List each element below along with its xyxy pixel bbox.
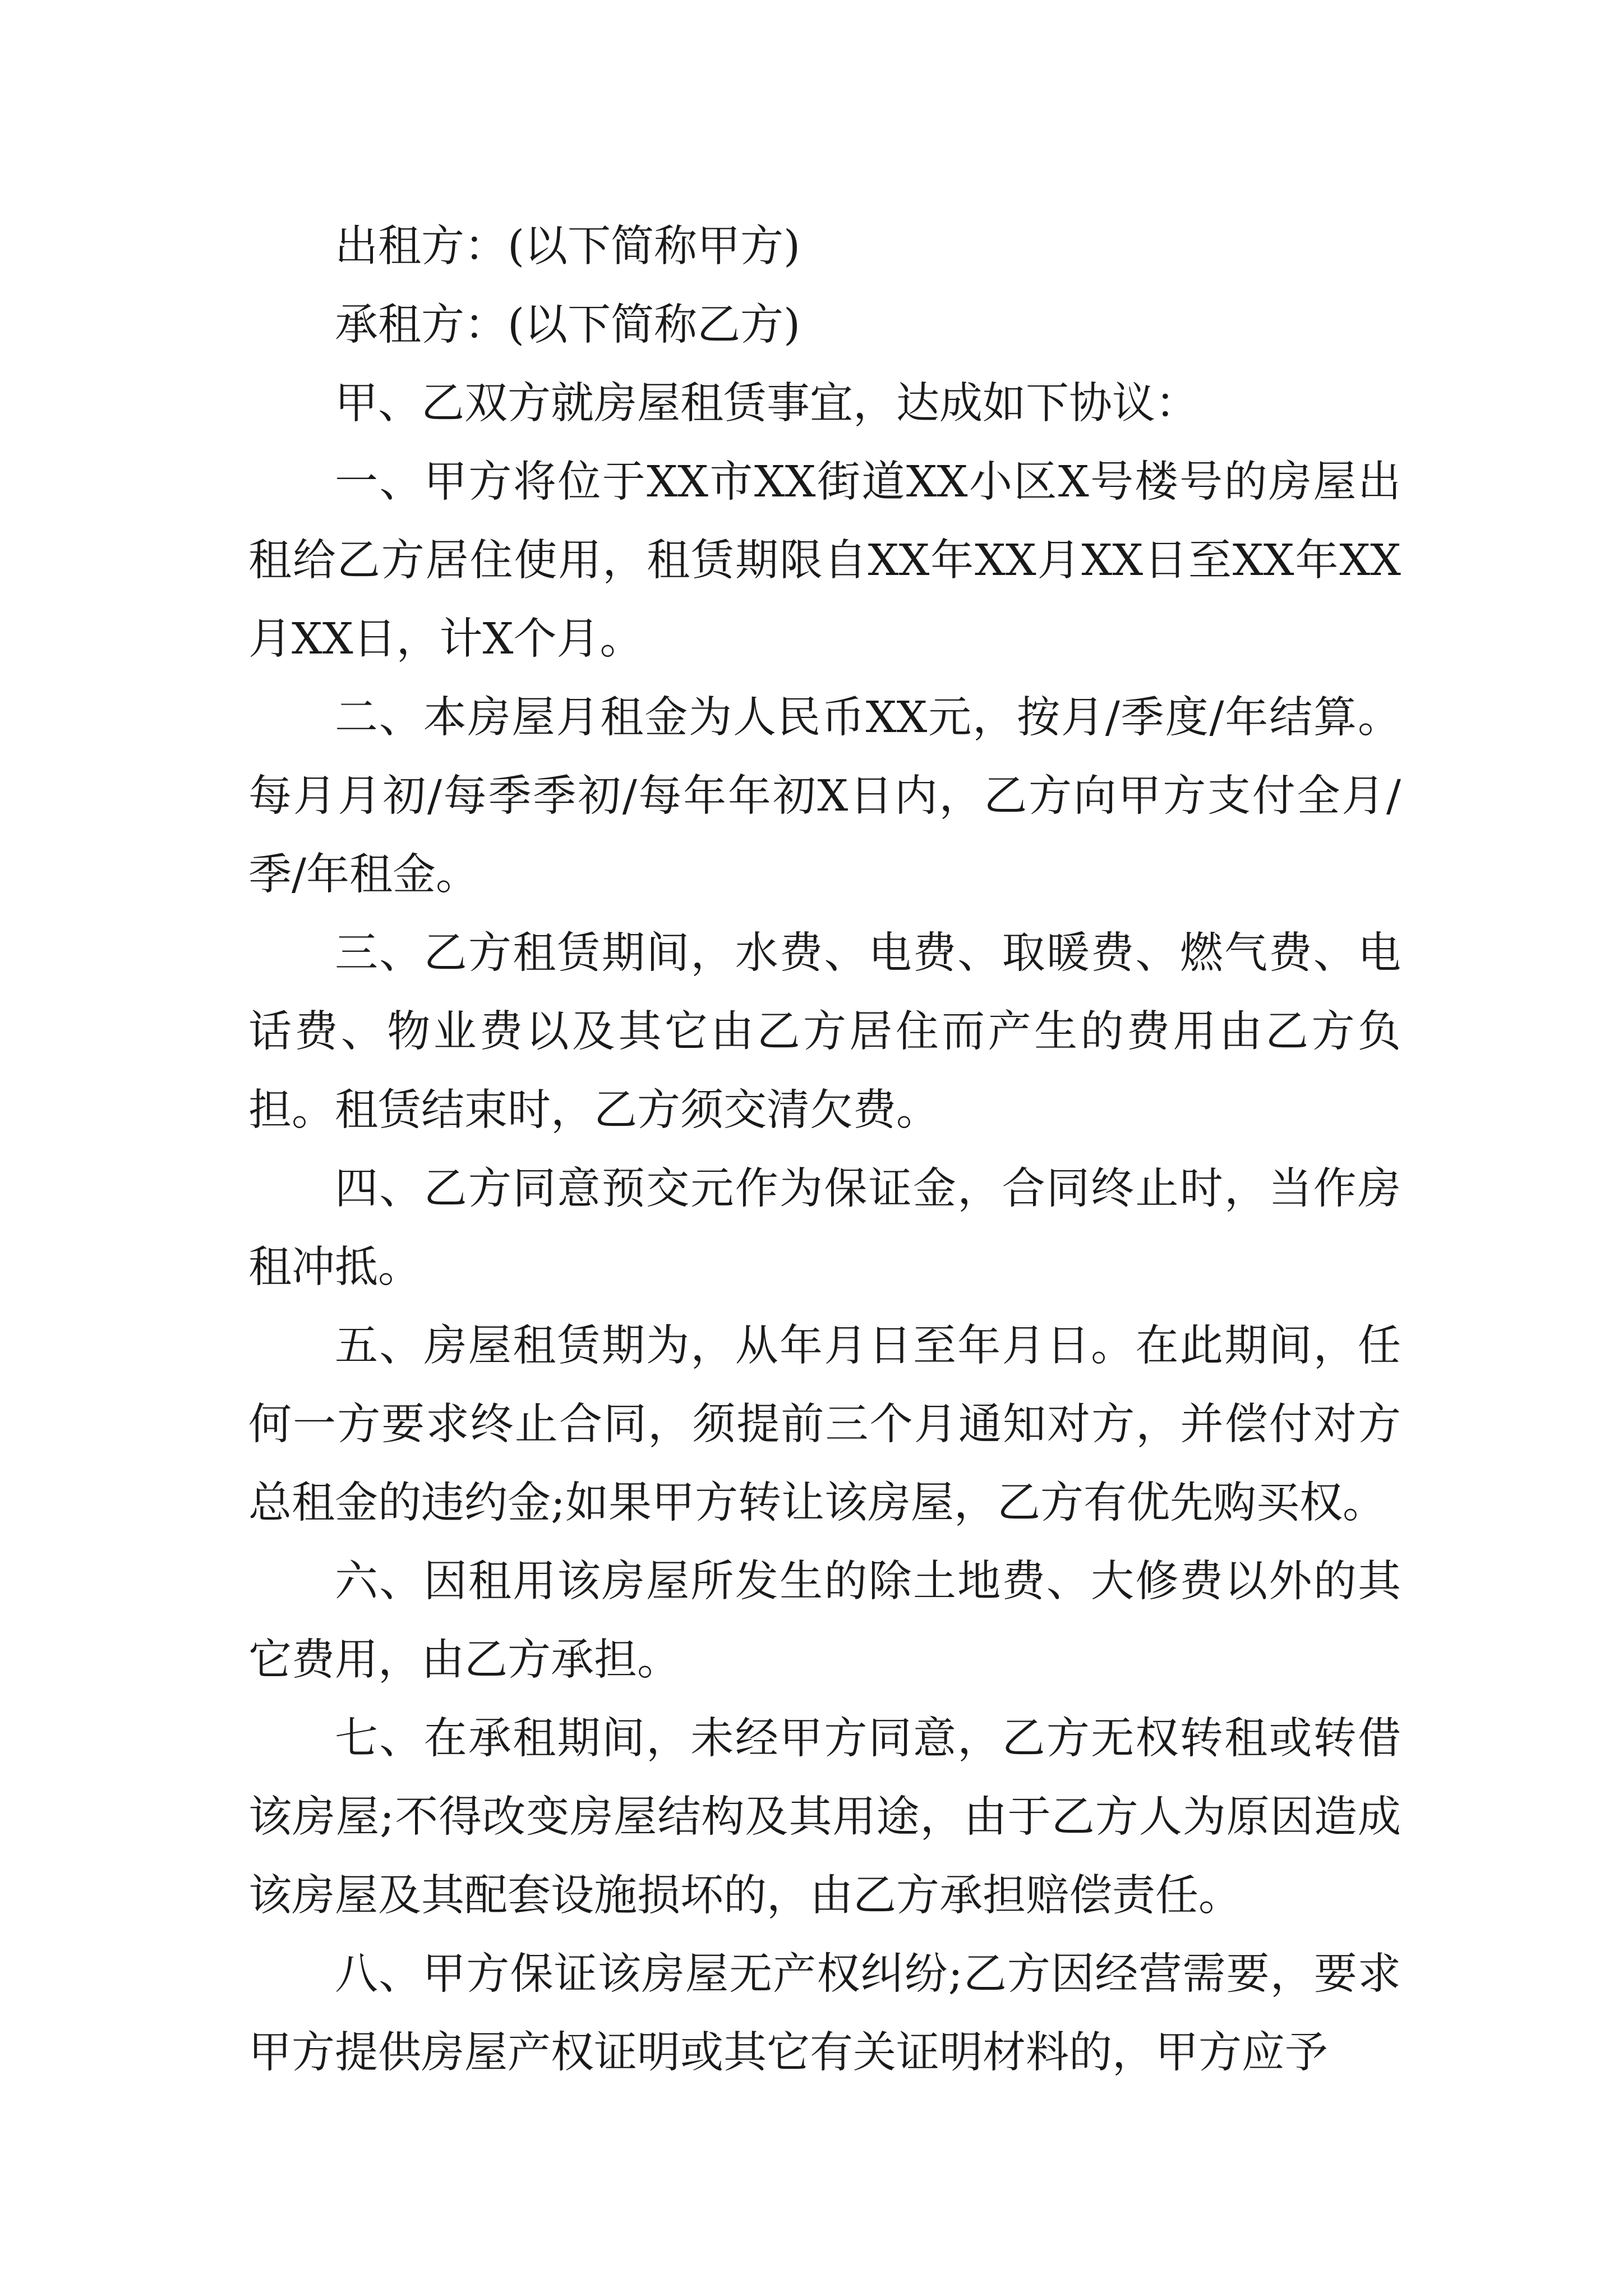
clause-2: 二、本房屋月租金为人民币XX元，按月/季度/年结算。每月月初/每季季初/每年年初X日内，乙方向甲方支付全月/季/年租金。 <box>248 693 1401 900</box>
document-body <box>248 208 1401 2092</box>
lessee-line: 承租方：(以下简称乙方) <box>335 300 801 350</box>
clause-1: 一、甲方将位于XX市XX街道XX小区X号楼号的房屋出租给乙方居住使用，租赁期限自XX年XX月XX日至XX年XX月XX日，计X个月。 <box>248 457 1401 664</box>
clause-8: 八、甲方保证该房屋无产权纠纷;乙方因经营需要，要求甲方提供房屋产权证明或其它有关证明材料的，甲方应予 <box>248 1949 1401 2078</box>
clause-6: 六、因租用该房屋所发生的除土地费、大修费以外的其它费用，由乙方承担。 <box>248 1557 1401 1685</box>
clause-5: 五、房屋租赁期为，从年月日至年月日。在此期间，任何一方要求终止合同，须提前三个月通知对方，并偿付对方总租金的违约金;如果甲方转让该房屋，乙方有优先购买权。 <box>248 1321 1401 1528</box>
clause-7: 七、在承租期间，未经甲方同意，乙方无权转租或转借该房屋;不得改变房屋结构及其用途，由于乙方人为原因造成该房屋及其配套设施损坏的，由乙方承担赔偿责任。 <box>248 1714 1401 1921</box>
agreement-intro: 甲、乙双方就房屋租赁事宜，达成如下协议： <box>335 379 1198 429</box>
clause-3: 三、乙方租赁期间，水费、电费、取暖费、燃气费、电话费、物业费以及其它由乙方居住而产生的费用由乙方负担。租赁结束时，乙方须交清欠费。 <box>248 928 1401 1135</box>
lessor-line: 出租方：(以下简称甲方) <box>335 222 801 272</box>
clause-4: 四、乙方同意预交元作为保证金，合同终止时，当作房租冲抵。 <box>248 1164 1401 1292</box>
